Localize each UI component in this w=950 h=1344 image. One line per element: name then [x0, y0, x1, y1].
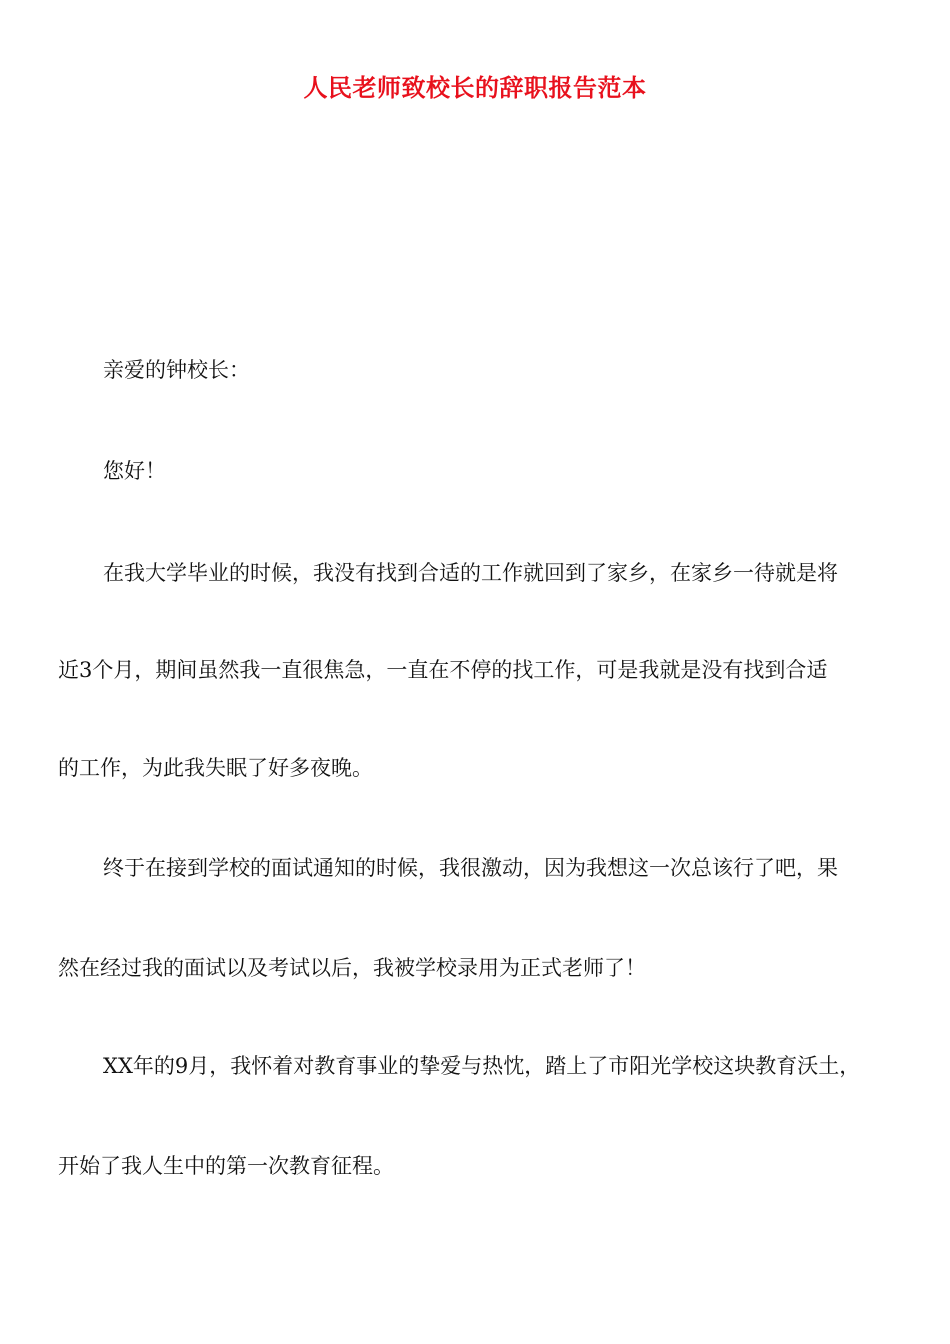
paragraph-1-line-3: 的工作，为此我失眠了好多夜晚。: [58, 756, 373, 780]
paragraph-1-line-1: 在我大学毕业的时候，我没有找到合适的工作就回到了家乡，在家乡一待就是将: [103, 561, 838, 585]
paragraph-1-line-2: 近3个月，期间虽然我一直很焦急，一直在不停的找工作，可是我就是没有找到合适: [58, 658, 828, 682]
document-title: 人民老师致校长的辞职报告范本: [303, 74, 647, 102]
paragraph-2-line-1: 终于在接到学校的面试通知的时候，我很激动，因为我想这一次总该行了吧，果: [103, 856, 838, 880]
greeting: 您好！: [103, 459, 166, 483]
paragraph-3-line-1: XX年的9月，我怀着对教育事业的挚爱与热忱，踏上了市阳光学校这块教育沃土，: [103, 1054, 861, 1078]
paragraph-2-line-2: 然在经过我的面试以及考试以后，我被学校录用为正式老师了！: [58, 956, 646, 980]
paragraph-3-line-2: 开始了我人生中的第一次教育征程。: [58, 1154, 394, 1178]
salutation: 亲爱的钟校长：: [103, 358, 250, 382]
